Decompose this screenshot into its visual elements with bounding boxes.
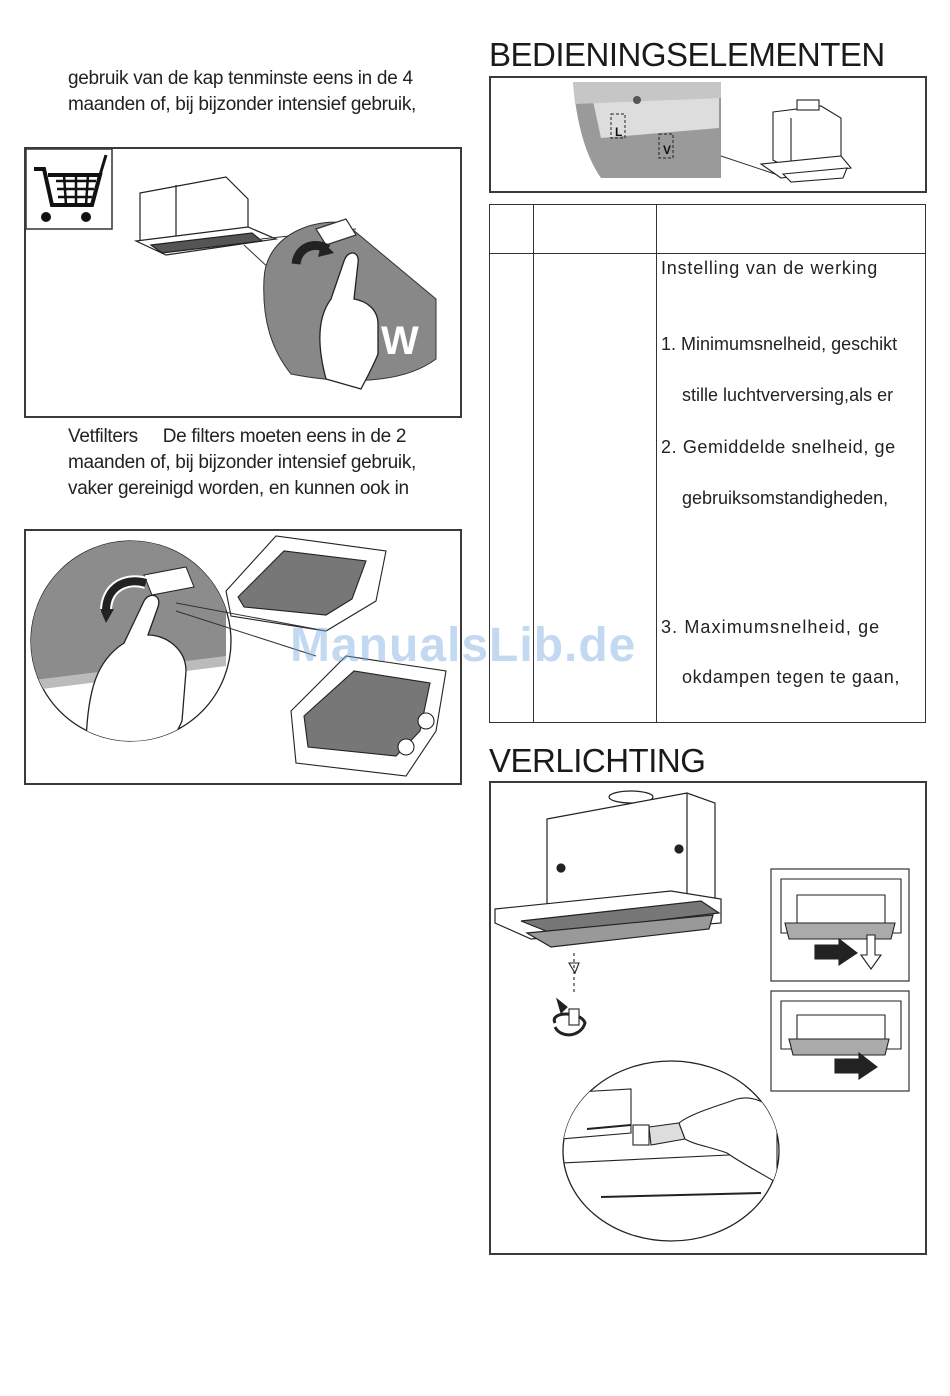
paragraph-top-line-1: gebruik van de kap tenminste eens in de 4 [68, 68, 413, 89]
table-row-0: Instelling van de werking [661, 258, 879, 278]
table-divider-col-2 [656, 205, 657, 722]
paragraph-top-line-2: maanden of, bij bijzonder intensief gebruik, [68, 94, 417, 115]
control-label-l: L [615, 125, 623, 139]
table-divider-header [490, 253, 925, 254]
paragraph-top [68, 66, 460, 118]
table-row-1: 1. Minimumsnelheid, geschikt [661, 334, 898, 354]
paragraph-filters-line-3: vaker gereinigd worden, en kunnen ook in [68, 478, 409, 499]
controls-illustration [491, 78, 925, 191]
svg-text:W: W [381, 319, 419, 363]
hood-small-illustration [761, 100, 851, 182]
hood-illustration [136, 177, 276, 255]
table-row-6: okdampen tegen te gaan, [682, 667, 900, 687]
figure-lighting [489, 781, 927, 1255]
table-row-5: 3. Maximumsnelheid, ge [661, 617, 881, 637]
figure-controls [489, 76, 927, 193]
watermark: ManualsLib.de [290, 619, 637, 672]
shopping-cart-icon [26, 149, 112, 229]
table-row-2: stille luchtverversing,als er [682, 385, 894, 405]
heading-lighting: VERLICHTING [489, 742, 706, 779]
hood-large-illustration [495, 791, 721, 947]
heading-controls: BEDIENINGSELEMENTEN [489, 36, 885, 73]
table-row-4: gebruiksomstandigheden, [682, 488, 889, 508]
figure-filter-indicator [24, 147, 462, 418]
lamp-removal-illustration [554, 953, 585, 1035]
lighting-illustration [491, 783, 925, 1253]
paragraph-filters [68, 424, 460, 502]
table-row-3: 2. Gemiddelde snelheid, ge [661, 437, 896, 457]
control-label-v: V [663, 143, 672, 157]
paragraph-filters-line-1: Vetfilters De filters moeten eens in de 2 [68, 426, 407, 447]
filter-indicator-illustration [26, 149, 460, 416]
paragraph-filters-line-2: maanden of, bij bijzonder intensief gebruik, [68, 452, 417, 473]
